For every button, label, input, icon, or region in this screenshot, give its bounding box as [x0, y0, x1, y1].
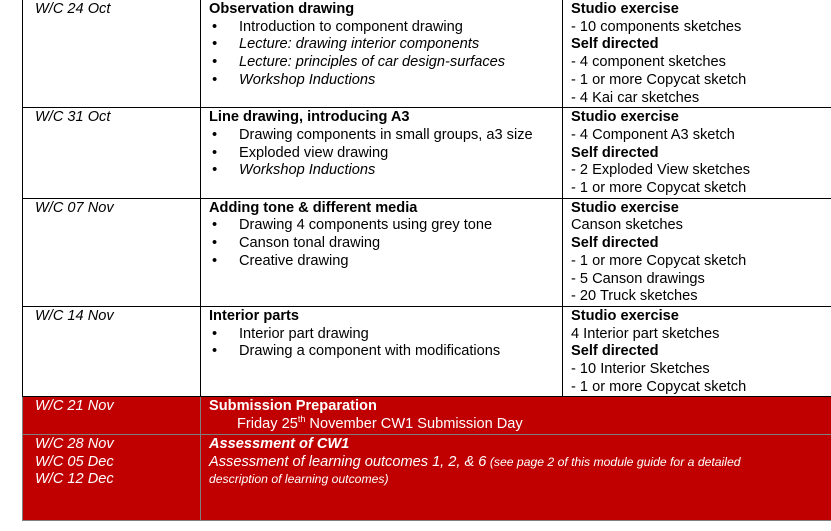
list-item: • Workshop Inductions [209, 162, 556, 180]
session-cell [201, 306, 563, 397]
submission-title: Submission Preparation [209, 398, 377, 415]
list-item: • Drawing 4 components using grey tone [209, 217, 556, 235]
assessment-outcomes: Assessment of learning outcomes 1, 2, & 6 [209, 453, 487, 470]
ordinal-suffix: th [297, 414, 306, 425]
task-line: - 1 or more Copycat sketch [571, 378, 747, 395]
submission-day [209, 416, 825, 434]
task-line: - 10 Interior Sketches [571, 361, 710, 378]
table-row [23, 306, 831, 397]
week-cell: W/C 07 Nov [23, 198, 201, 306]
assessment-description [209, 454, 801, 489]
assessment-week: W/C 28 Nov [35, 435, 114, 452]
list-item: • Workshop Inductions [209, 72, 556, 90]
task-line: - 1 or more Copycat sketch [571, 180, 747, 197]
task-line: - 10 components sketches [571, 18, 742, 35]
task-line: - 20 Truck sketches [571, 288, 698, 305]
session-bullets [209, 127, 556, 180]
session-bullets [209, 217, 556, 270]
session-bullets [209, 326, 556, 361]
session-cell [201, 108, 563, 199]
list-item: • Lecture: drawing interior components [209, 36, 556, 54]
task-line: - 4 Kai car sketches [571, 89, 700, 106]
task-heading: Self directed [571, 235, 659, 252]
task-line: - 5 Canson drawings [571, 270, 705, 287]
list-item: • Lecture: principles of car design-surfaces [209, 54, 556, 72]
week-cell [23, 434, 201, 520]
session-title: Line drawing, introducing A3 [209, 109, 410, 126]
task-line: - 4 component sketches [571, 54, 726, 71]
task-heading: Studio exercise [571, 199, 679, 216]
list-item: • Drawing a component with modifications [209, 343, 556, 361]
task-heading: Self directed [571, 144, 659, 161]
week-cell: W/C 24 Oct [23, 0, 201, 108]
tasks-cell [563, 198, 831, 306]
task-heading: Studio exercise [571, 1, 679, 17]
task-line: - 2 Exploded View sketches [571, 162, 751, 179]
module-schedule-table [22, 0, 831, 521]
table-row [23, 198, 831, 306]
assessment-title: Assessment of CW1 [209, 435, 350, 452]
task-heading: Self directed [571, 36, 659, 53]
week-cell: W/C 14 Nov [23, 306, 201, 397]
submission-cell [201, 397, 831, 434]
tasks-cell [563, 306, 831, 397]
list-item: • Introduction to component drawing [209, 19, 556, 37]
submission-row [23, 397, 831, 434]
tasks-cell [563, 108, 831, 199]
list-item: • Drawing components in small groups, a3 size [209, 127, 556, 145]
assessment-week: W/C 05 Dec [35, 453, 114, 470]
task-line: - 1 or more Copycat sketch [571, 71, 747, 88]
list-item: • Creative drawing [209, 253, 556, 271]
table-row [23, 108, 831, 199]
task-line: - 1 or more Copycat sketch [571, 252, 747, 269]
tasks-cell [563, 0, 831, 108]
week-cell: W/C 21 Nov [23, 397, 201, 434]
table-row [23, 0, 831, 108]
session-cell [201, 198, 563, 306]
assessment-week: W/C 12 Dec [35, 471, 114, 488]
task-heading: Studio exercise [571, 109, 679, 126]
assessment-note: (see page 2 of this module guide for a detailed description of learning outcomes) [209, 454, 741, 487]
list-item: • Exploded view drawing [209, 145, 556, 163]
task-heading: Studio exercise [571, 307, 679, 324]
list-item: • Interior part drawing [209, 326, 556, 344]
submission-day-text: Friday 25 [237, 416, 298, 433]
list-item: • Canson tonal drawing [209, 235, 556, 253]
session-title: Interior parts [209, 307, 300, 324]
task-line: Canson sketches [571, 217, 683, 234]
task-line: - 4 Component A3 sketch [571, 126, 735, 143]
task-line: 4 Interior part sketches [571, 325, 720, 342]
week-cell: W/C 31 Oct [23, 108, 201, 199]
submission-day-rest: November CW1 Submission Day [305, 416, 523, 433]
assessment-cell [201, 434, 831, 520]
task-heading: Self directed [571, 343, 659, 360]
assessment-row [23, 434, 831, 520]
session-title: Observation drawing [209, 1, 355, 17]
session-cell [201, 0, 563, 108]
session-bullets [209, 19, 556, 90]
session-title: Adding tone & different media [209, 199, 418, 216]
